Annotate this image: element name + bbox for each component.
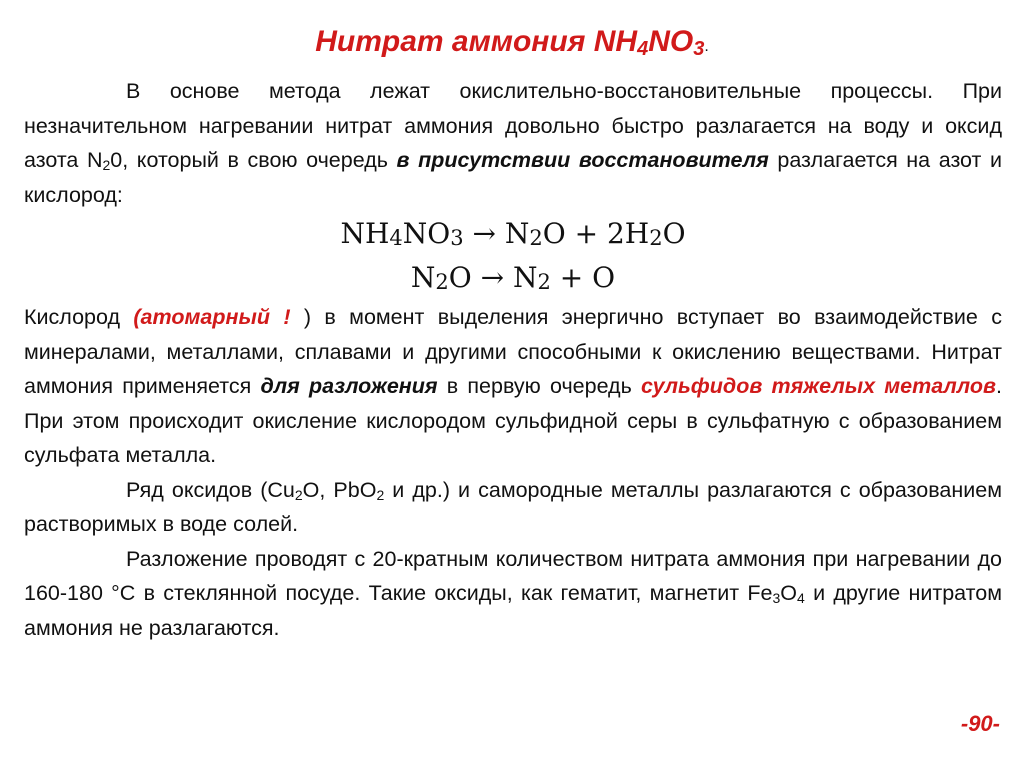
document-body <box>24 74 1002 645</box>
emphasis-decomposition: для разложения <box>260 374 438 398</box>
emphasis-heavy-metal-sulfides: сульфидов тяжелых металлов <box>641 374 997 398</box>
equation-decomposition-1: $NH_4NO_3 \to N_2O + 2H_2O$ <box>340 217 686 250</box>
paragraph-oxides: Ряд оксидов ($Cu_2O$, PbO$_2$ и др.) и самородные металлы разлагаются с образованием растворимых в воде солей. <box>24 477 1002 536</box>
emphasis-atomic: (атомарный ! <box>133 305 291 329</box>
page-title: Нитрат аммония $NH_4NO_3$. <box>315 25 709 60</box>
emphasis-reducer: в присутствии восстановителя <box>396 148 769 172</box>
paragraph-oxygen: Кислород (атомарный ! ) в момент выделения энергично вступает во взаимодействие с минералами, металлами, сплавами и другими способными к окислению веществами. Нитрат аммония применяется для разложения в первую очередь сульфидов тяжелых металлов. При этом происходит окисление кислородом сульфидной серы в сульфатную с образованием сульфата металла. <box>24 305 1003 467</box>
page-number: -90- <box>960 711 1000 736</box>
paragraph-procedure: Разложение проводят с 20-кратным количеством нитрата аммония при нагревании до 160-180 °С в стеклянной посуде. Такие оксиды, как гематит, магнетит $Fe_3O_4$ и другие нитратом аммония не разлагаются. <box>24 546 1002 640</box>
equations <box>24 212 1002 300</box>
equation-decomposition-2: $N_2O \to N_2 + O$ <box>410 261 616 294</box>
paragraph-intro: В основе метода лежат окислительно-восстановительные процессы. При незначительном нагревании нитрат аммония довольно быстро разлагается на воду и оксид азота $N_20$, который в свою очередь в присутствии восстановителя разлагается на азот и кислород: <box>24 79 1002 207</box>
